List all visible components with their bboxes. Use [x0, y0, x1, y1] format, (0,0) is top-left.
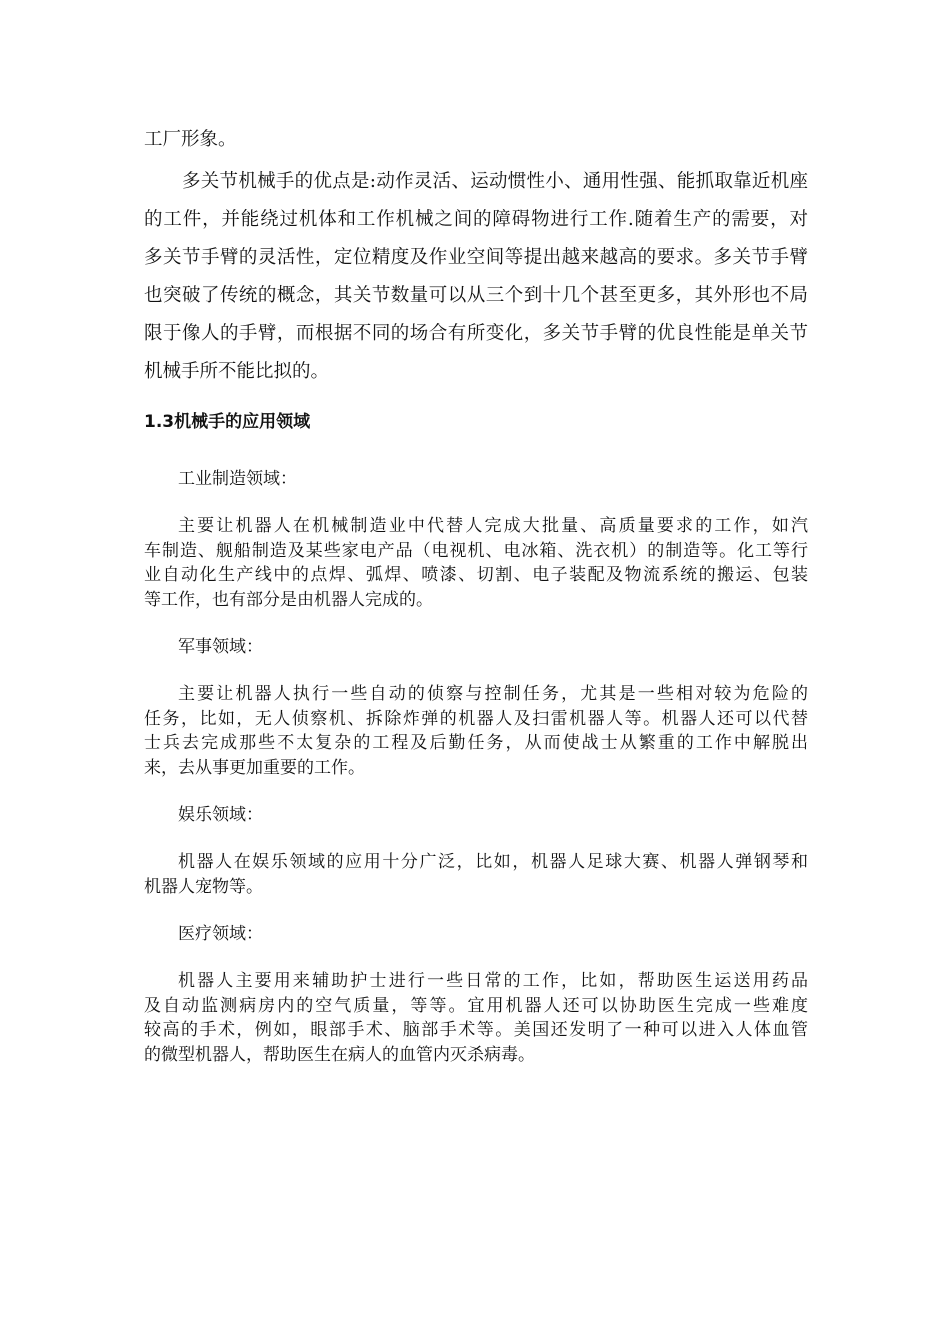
text-line: 的微型机器人，帮助医生在病人的血管内灭杀病毒。	[144, 1044, 535, 1065]
text-line: 任务，比如，无人侦察机、拆除炸弹的机器人及扫雷机器人等。机器人还可以代替	[144, 708, 808, 729]
military-label: 军事领域：	[178, 637, 263, 657]
text-line: 较高的手术，例如，眼部手术、脑部手术等。美国还发明了一种可以进入人体血管	[144, 1020, 808, 1040]
text-line: 主要让机器人在机械制造业中代替人完成大批量、高质量要求的工作，如汽	[178, 516, 808, 536]
entertainment-label: 娱乐领域：	[178, 805, 263, 825]
text-line: 多关节机械手的优点是:动作灵活、运动惯性小、通用性强、能抓取靠近机座	[182, 171, 808, 192]
text-line: 机械手所不能比拟的。	[144, 361, 330, 382]
text-line: 士兵去完成那些不太复杂的工程及后勤任务，从而使战士从繁重的工作中解脱出	[144, 733, 808, 753]
text-line: 机器人宠物等。	[144, 876, 263, 897]
medical-paragraph	[144, 969, 808, 1067]
section-heading: 1.3机械手的应用领域	[144, 412, 311, 432]
text-line: 多关节手臂的灵活性，定位精度及作业空间等提出越来越高的要求。多关节手臂	[144, 247, 808, 268]
text-line: 等工作，也有部分是由机器人完成的。	[144, 589, 433, 610]
multi-joint-paragraph	[144, 163, 808, 391]
military-paragraph	[144, 682, 808, 780]
industrial-label: 工业制造领域：	[178, 469, 297, 489]
text-line: 机器人在娱乐领域的应用十分广泛，比如，机器人足球大赛、机器人弹钢琴和	[178, 852, 808, 872]
medical-label: 医疗领域：	[178, 924, 263, 944]
intro-text	[144, 121, 808, 159]
text-line: 工厂形象。	[144, 129, 237, 150]
text-line: 及自动监测病房内的空气质量，等等。宜用机器人还可以协助医生完成一些难度	[144, 995, 808, 1016]
entertainment-paragraph	[144, 850, 808, 899]
text-line: 业自动化生产线中的点焊、弧焊、喷漆、切割、电子装配及物流系统的搬运、包装	[144, 565, 808, 585]
text-line: 来，去从事更加重要的工作。	[144, 757, 365, 778]
text-line: 也突破了传统的概念，其关节数量可以从三个到十几个甚至更多，其外形也不局	[144, 285, 808, 306]
text-line: 主要让机器人执行一些自动的侦察与控制任务，尤其是一些相对较为危险的	[178, 684, 808, 704]
text-line: 的工件，并能绕过机体和工作机械之间的障碍物进行工作.随着生产的需要，对	[144, 209, 808, 230]
text-line: 车制造、舰船制造及某些家电产品（电视机、电冰箱、洗衣机）的制造等。化工等行	[144, 540, 808, 561]
industrial-paragraph	[144, 514, 808, 612]
text-line: 机器人主要用来辅助护士进行一些日常的工作，比如，帮助医生运送用药品	[178, 971, 808, 991]
text-line: 限于像人的手臂，而根据不同的场合有所变化，多关节手臂的优良性能是单关节	[144, 323, 808, 344]
